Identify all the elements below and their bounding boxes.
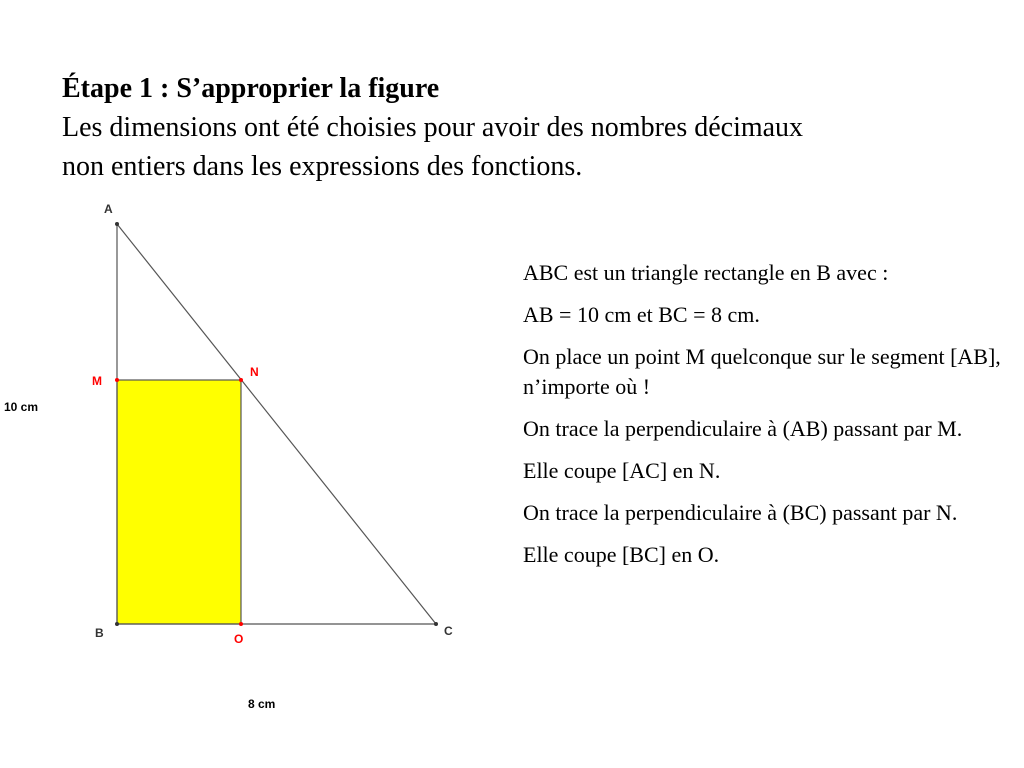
description-p3: On place un point M quelconque sur le segment [AB], n’importe où ! [523, 344, 1001, 399]
label-b: B [95, 626, 104, 640]
point-n [239, 378, 243, 382]
description-p7: Elle coupe [BC] en O. [523, 542, 720, 567]
description-p6: On trace la perpendiculaire à (BC) passant par N. [523, 500, 958, 525]
point-a [115, 222, 119, 226]
rectangle-mnob [117, 380, 241, 624]
description-p2: AB = 10 cm et BC = 8 cm. [523, 302, 760, 327]
label-m: M [92, 374, 102, 388]
point-o [239, 622, 243, 626]
subtitle-line-1: Les dimensions ont été choisies pour avoir des nombres décimaux [62, 112, 804, 143]
point-m [115, 378, 119, 382]
label-a: A [104, 202, 113, 216]
problem-description [523, 258, 1018, 582]
dimension-bc-label: 8 cm [248, 697, 276, 711]
description-p1: ABC est un triangle rectangle en B avec : [523, 260, 889, 285]
label-o: O [234, 632, 244, 646]
description-p4: On trace la perpendiculaire à (AB) passant par M. [523, 416, 963, 441]
label-c: C [444, 624, 453, 638]
point-c [434, 622, 438, 626]
dimension-ab-label: 10 cm [4, 400, 39, 414]
slide-title: Étape 1 : S’approprier la figure [62, 73, 440, 104]
description-p5: Elle coupe [AC] en N. [523, 458, 721, 483]
label-n: N [250, 365, 259, 379]
point-b [115, 622, 119, 626]
subtitle-line-2: non entiers dans les expressions des fonctions. [62, 151, 583, 182]
